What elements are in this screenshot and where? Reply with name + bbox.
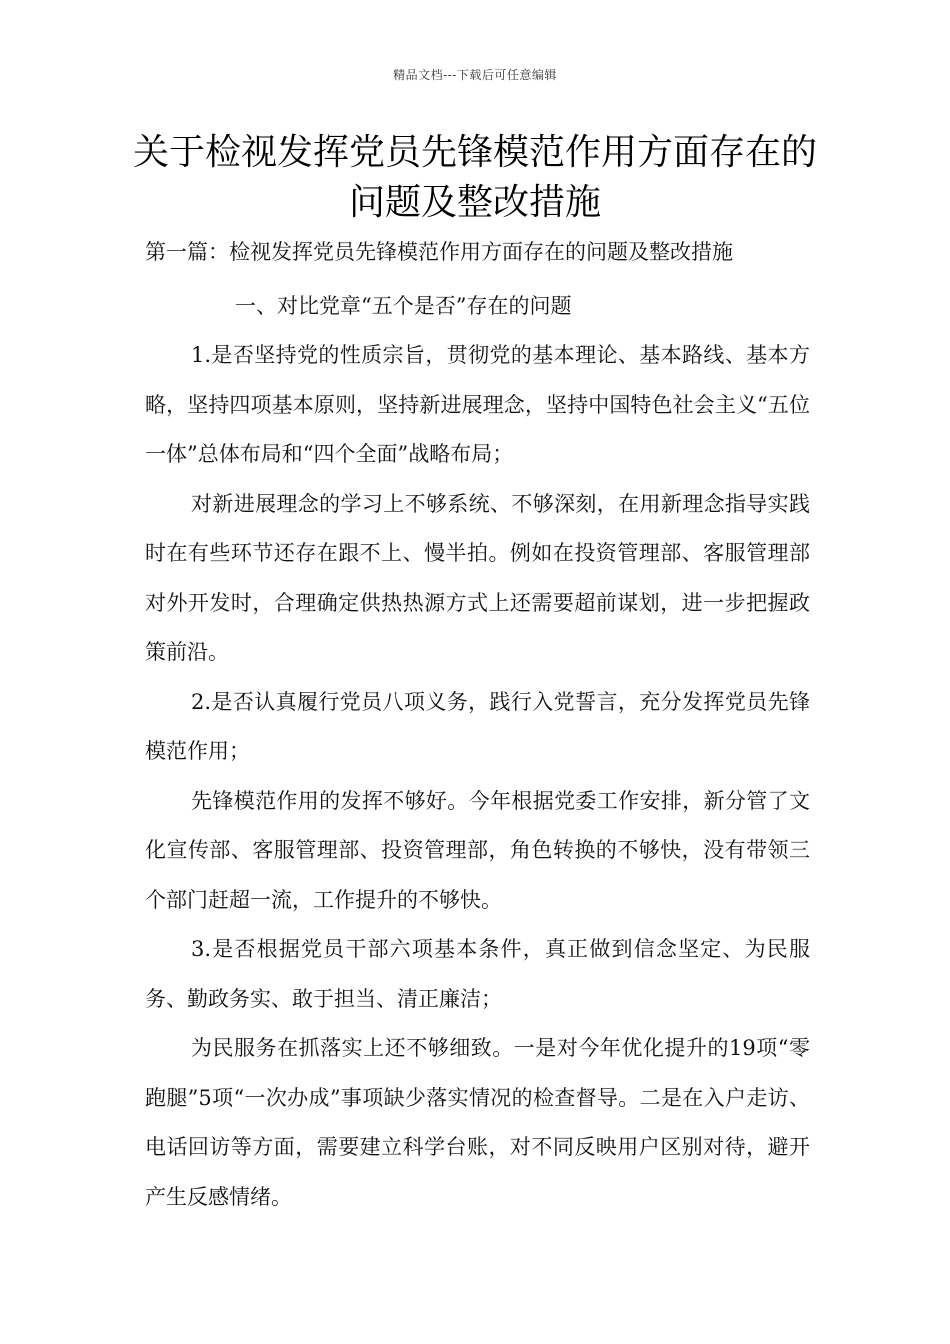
section-heading: 一、对比党章“五个是否”存在的问题: [235, 293, 572, 318]
document-subtitle: 第一篇：检视发挥党员先锋模范作用方面存在的问题及整改措施: [145, 240, 733, 264]
document-title: 关于检视发挥党员先锋模范作用方面存在的问题及整改措施: [132, 132, 817, 223]
document-body: [145, 228, 810, 1222]
paragraph-analysis-2: 先锋模范作用的发挥不够好。今年根据党委工作安排，新分管了文化宣传部、客服管理部、投资管理部，角色转换的不够快，没有带领三个部门赶超一流，工作提升的不够快。: [145, 788, 810, 912]
paragraph-analysis-3: 为民服务在抓落实上还不够细致。一是对今年优化提升的19项“零跑腿”5项“一次办成”事项缺少落实情况的检查督导。二是在入户走访、电话回访等方面，需要建立科学台账，对不同反映用户区别对待，避开产生反感情绪。: [145, 1036, 810, 1209]
paragraph-item-3: 3.是否根据党员干部六项基本条件，真正做到信念坚定、为民服务、勤政务实、敢于担当、清正廉洁；: [145, 937, 810, 1011]
header-note: 精品文档---下载后可任意编辑: [393, 68, 557, 82]
paragraph-item-1: 1.是否坚持党的性质宗旨，贯彻党的基本理论、基本路线、基本方略，坚持四项基本原则，坚持新进展理念，坚持中国特色社会主义“五位一体”总体布局和“四个全面”战略布局；: [145, 343, 810, 466]
paragraph-item-2: 2.是否认真履行党员八项义务，践行入党誓言，充分发挥党员先锋模范作用；: [145, 689, 810, 763]
paragraph-analysis-1: 对新进展理念的学习上不够系统、不够深刻，在用新理念指导实践时在有些环节还存在跟不上、慢半拍。例如在投资管理部、客服管理部对外开发时，合理确定供热热源方式上还需要超前谋划，进一步把握政策前沿。: [145, 491, 810, 664]
